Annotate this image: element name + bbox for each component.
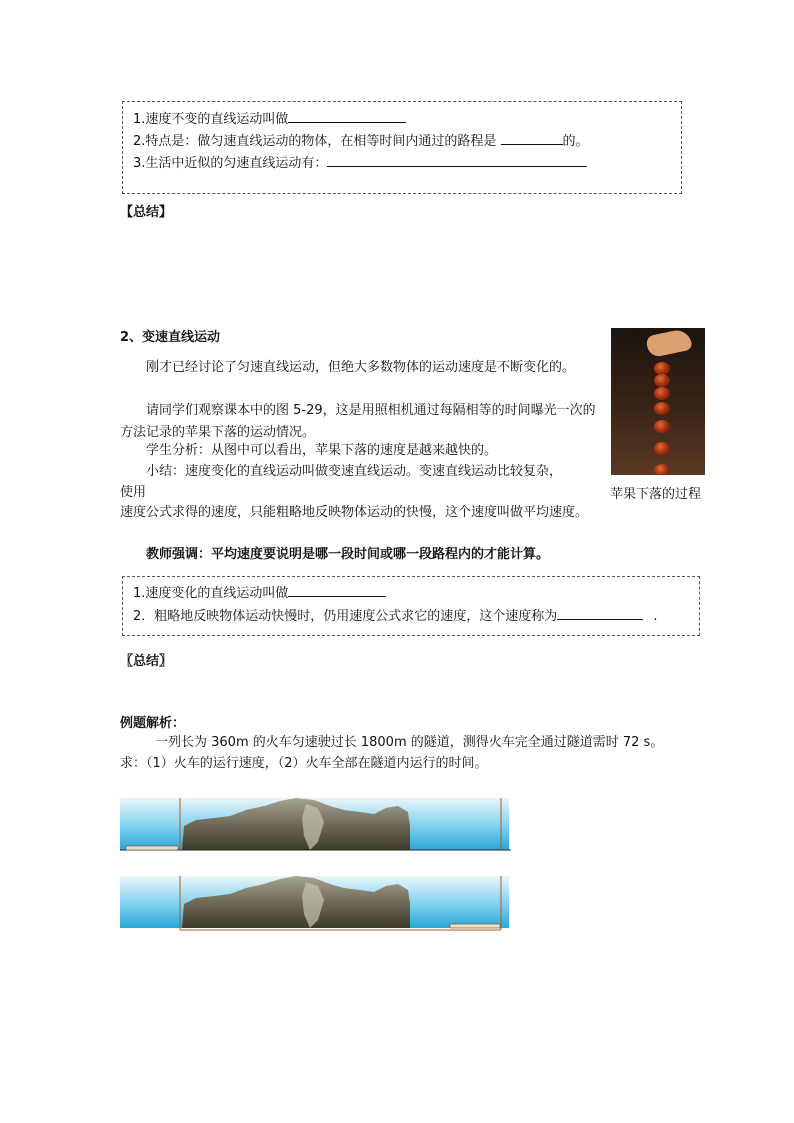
image-caption: 苹果下落的过程 [610, 487, 702, 502]
blank-field[interactable] [501, 130, 563, 145]
apple-mark [654, 420, 670, 433]
hand-shape [645, 328, 693, 358]
fill-in-box-1 [122, 101, 682, 194]
blank-field[interactable] [288, 108, 406, 123]
paragraph-4-line3: 速度公式求得的速度，只能粗略地反映物体运动的快慢，这个速度叫做平均速度。 [120, 505, 589, 520]
tunnel-scene-top [120, 798, 511, 850]
apple-mark [654, 464, 670, 475]
train-shape [126, 846, 178, 850]
paragraph-1: 刚才已经讨论了匀速直线运动，但绝大多数物体的运动速度是不断变化的。 [146, 360, 576, 375]
paragraph-4-line1: 小结：速度变化的直线运动叫做变速直线运动。变速直线运动比较复杂， [146, 464, 563, 479]
example-line-2: 求：（1）火车的运行速度，（2）火车全部在隧道内运行的时间。 [120, 756, 488, 771]
section-heading: 2、变速直线运动 [120, 330, 221, 345]
blank-field[interactable] [557, 605, 643, 620]
box2-line1: 1.速度变化的直线运动叫做 [133, 582, 386, 605]
blank-field[interactable] [288, 582, 386, 597]
tunnel-diagram [118, 796, 513, 934]
example-heading: 例题解析： [120, 716, 186, 731]
box2-line2: 2．粗略地反映物体运动快慢时，仍用速度公式求它的速度，这个速度称为 . [133, 605, 658, 628]
apple-mark [654, 374, 670, 387]
summary-heading-1: 【总结】 [120, 205, 173, 220]
example-line-1: 一列长为 360m 的火车匀速驶过长 1800m 的隧道，测得火车完全通过隧道需时 72 s。 [155, 735, 664, 750]
box1-line2: 2.特点是：做匀速直线运动的物体，在相等时间内通过的路程是 的。 [133, 130, 589, 153]
tunnel-scene-bottom [120, 876, 509, 930]
train-shape [450, 924, 500, 928]
apple-mark [654, 442, 670, 455]
blank-field[interactable] [327, 152, 587, 167]
box1-line3: 3.生活中近似的匀速直线运动有： [133, 152, 587, 175]
teacher-emphasis: 教师强调：平均速度要说明是哪一段时间或哪一段路程内的才能计算。 [146, 547, 550, 562]
apple-mark [654, 387, 670, 400]
apple-mark [654, 402, 670, 415]
summary-heading-2: 〖总结〗 [120, 654, 173, 669]
box1-line1: 1.速度不变的直线运动叫做 [133, 108, 406, 131]
paragraph-3: 学生分析：从图中可以看出，苹果下落的速度是越来越快的。 [146, 443, 498, 458]
apple-falling-image [611, 328, 705, 475]
fill-in-box-2 [122, 576, 700, 636]
paragraph-4-line2: 使用 [120, 485, 147, 500]
paragraph-2: 请同学们观察课本中的图 5-29，这是用照相机通过每隔相等的时间曝光一次的方法记录的苹果下落的运动情况。 [120, 403, 596, 440]
